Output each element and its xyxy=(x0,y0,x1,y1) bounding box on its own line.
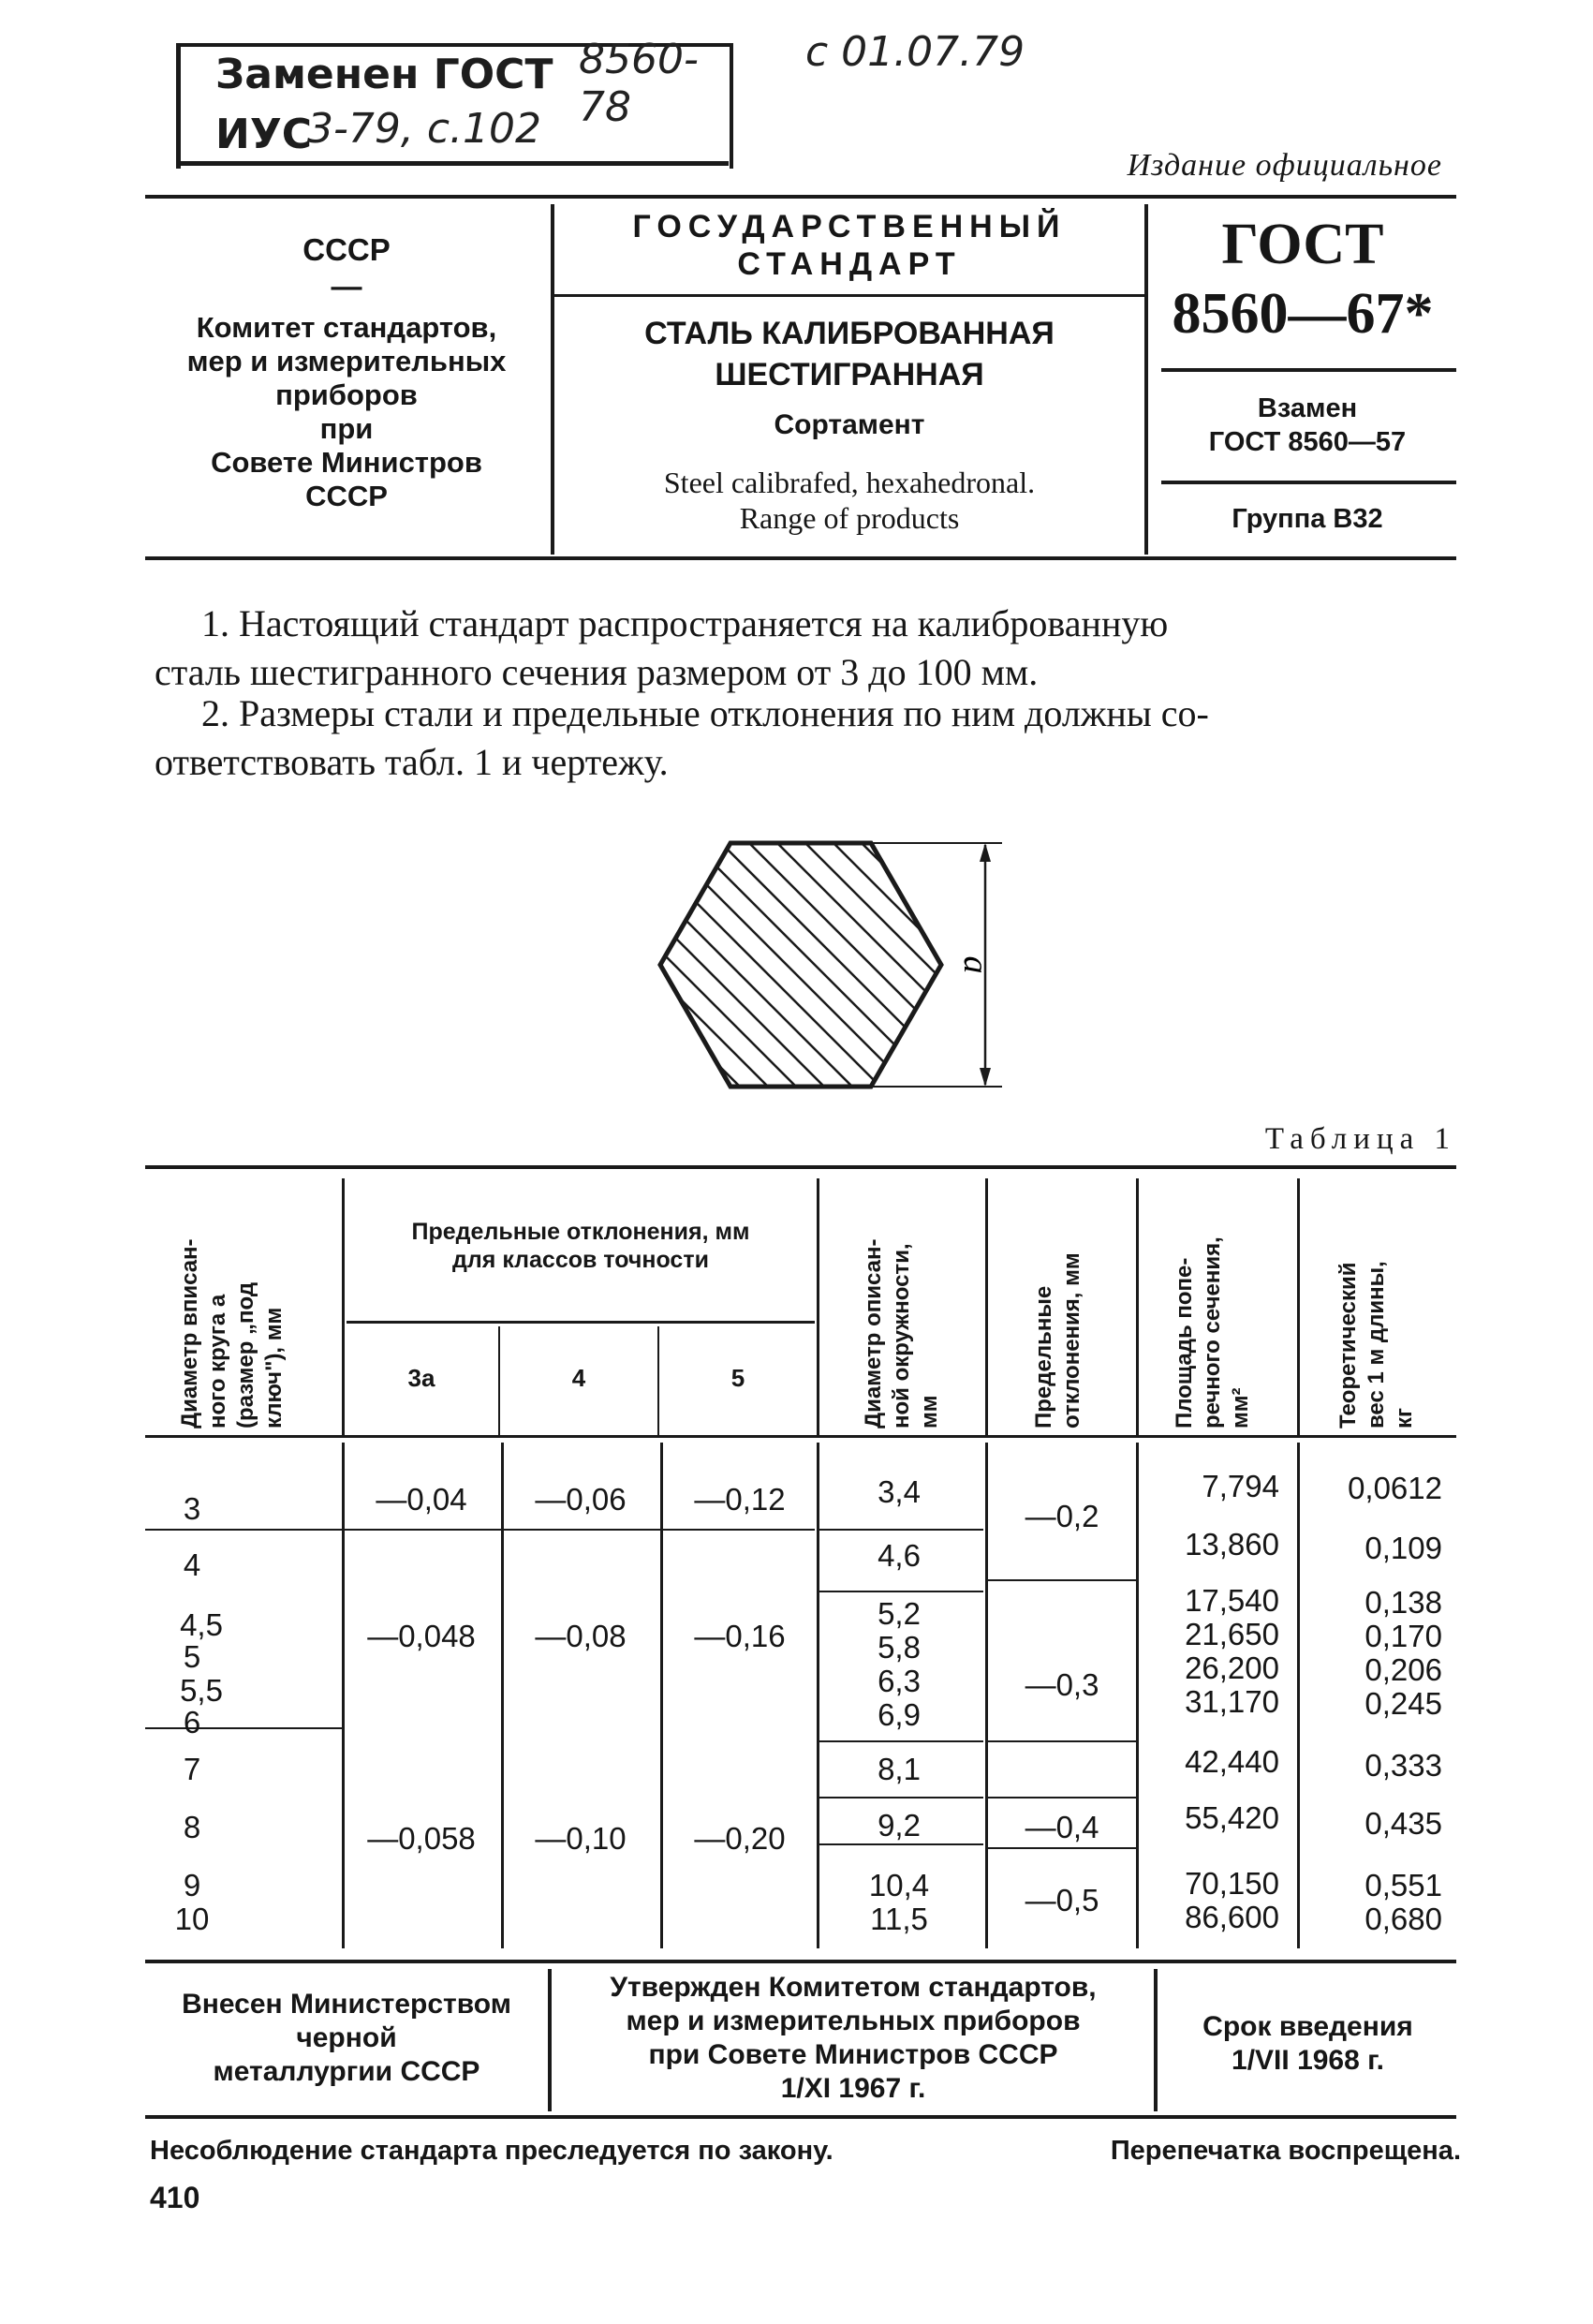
introduced-by xyxy=(150,1988,543,2089)
notice-reprint: Перепечатка воспрещена. xyxy=(1110,2136,1461,2166)
english-line: Steel calibrafed, hexahedronal. xyxy=(663,466,1036,499)
weight-cell: 0,206 xyxy=(1364,1652,1442,1687)
replaces-line: ГОСТ 8560—57 xyxy=(1208,427,1407,457)
dimension-label: a xyxy=(956,955,996,974)
stamp-line1-printed: Заменен ГОСТ xyxy=(215,51,553,98)
weight-cell: 0,0612 xyxy=(1348,1471,1442,1505)
size-cell: 4,5 xyxy=(180,1607,223,1642)
header-inscribed-diameter xyxy=(176,1185,288,1428)
weight-cell: 0,245 xyxy=(1364,1686,1442,1721)
weight-cell: 0,170 xyxy=(1364,1619,1442,1653)
row-divider xyxy=(988,1740,1136,1742)
col-divider xyxy=(817,1178,819,1435)
footer-line: при Совете Министров СССР xyxy=(648,2039,1058,2070)
dev-4-cell: —0,08 xyxy=(535,1619,627,1653)
col-divider xyxy=(1297,1178,1300,1435)
replaces-note xyxy=(1158,392,1457,459)
area-cell: 7,794 xyxy=(1202,1469,1279,1503)
header-subtitle: Сортамент xyxy=(774,409,925,440)
circ-dev-cell: —0,5 xyxy=(1025,1883,1099,1917)
header-weight xyxy=(1335,1185,1419,1428)
row-divider xyxy=(819,1529,983,1531)
paragraph-line: 2. Размеры стали и предельные отклонения по ним должны со- xyxy=(201,692,1209,734)
dev-3a-cell: —0,058 xyxy=(367,1821,476,1856)
circ-diam-cell: 6,9 xyxy=(878,1697,921,1732)
dev-4-cell: —0,06 xyxy=(535,1482,627,1517)
row-divider xyxy=(819,1797,983,1799)
footer-divider xyxy=(1154,1969,1158,2111)
footer-line: черной xyxy=(296,2022,397,2053)
dev-3a-cell: —0,048 xyxy=(367,1619,476,1653)
stamp-date-handwritten: с 01.07.79 xyxy=(805,28,1025,76)
header-line: ключ"), мм xyxy=(261,1307,287,1428)
committee-line: мер и измерительных xyxy=(186,345,507,377)
header-right-rule1 xyxy=(1161,368,1456,372)
row-divider xyxy=(988,1797,1136,1799)
header-line: речного сечения, xyxy=(1200,1236,1225,1428)
stamp-line1-handwritten: 8560-78 xyxy=(579,36,699,131)
header-top-rule xyxy=(145,195,1456,199)
paragraph-2 xyxy=(155,689,1456,787)
header-line: вес 1 м длины, xyxy=(1364,1261,1389,1428)
col-divider xyxy=(1297,1443,1300,1948)
stamp-line2-handwritten: 3-79, с.102 xyxy=(307,105,541,153)
row-divider xyxy=(819,1740,983,1742)
header-line: Площадь попе- xyxy=(1172,1257,1197,1428)
col-divider xyxy=(985,1178,988,1435)
area-cell: 26,200 xyxy=(1185,1650,1279,1685)
circ-diam-cell: 9,2 xyxy=(878,1808,921,1843)
circ-diam-cell: 4,6 xyxy=(878,1538,921,1573)
name-line: СТАЛЬ КАЛИБРОВАННАЯ xyxy=(644,316,1055,351)
size-cell: 9 xyxy=(183,1868,201,1902)
header-committee xyxy=(150,311,543,513)
footer-line: мер и измерительных приборов xyxy=(626,2006,1081,2036)
stamp-underline xyxy=(176,161,729,166)
header-line: ного круга a xyxy=(205,1294,230,1428)
header-line: отклонения, мм xyxy=(1059,1252,1084,1428)
hexagon-drawing xyxy=(656,824,1030,1105)
circ-dev-cell: —0,3 xyxy=(1025,1667,1099,1702)
header-line: (размер „под xyxy=(233,1281,258,1428)
size-cell: 5 xyxy=(183,1639,201,1674)
header-line: Диаметр описан- xyxy=(861,1238,886,1428)
weight-cell: 0,435 xyxy=(1364,1806,1442,1841)
weight-cell: 0,138 xyxy=(1364,1585,1442,1620)
paragraph-line: 1. Настоящий стандарт распространяется на калиброванную xyxy=(201,602,1169,644)
footer-bottom-rule xyxy=(145,2115,1456,2119)
area-cell: 21,650 xyxy=(1185,1617,1279,1651)
row-divider xyxy=(988,1579,1136,1581)
table-bottom-rule xyxy=(145,1960,1456,1963)
replacement-stamp xyxy=(176,34,738,172)
header-line: кг xyxy=(1392,1407,1417,1428)
area-cell: 86,600 xyxy=(1185,1900,1279,1934)
footer-line: металлургии СССР xyxy=(213,2056,480,2087)
header-line: ной окружности, xyxy=(889,1243,914,1428)
circ-diam-cell: 10,4 xyxy=(868,1868,930,1902)
size-cell: 4 xyxy=(183,1547,201,1582)
area-cell: 70,150 xyxy=(1185,1866,1279,1901)
committee-line: СССР xyxy=(305,480,388,512)
edition-label: Издание официальное xyxy=(1127,148,1442,183)
header-dash: — xyxy=(331,269,362,303)
header-line: мм xyxy=(917,1395,942,1428)
circ-diam-cell: 8,1 xyxy=(878,1752,921,1786)
size-cell: 5,5 xyxy=(180,1673,223,1708)
gost-number: 8560—67* xyxy=(1172,282,1434,346)
header-line: для классов точности xyxy=(452,1247,709,1273)
circ-diam-cell: 3,4 xyxy=(878,1474,921,1509)
circ-dev-cell: —0,2 xyxy=(1025,1499,1099,1533)
effective-date xyxy=(1159,2010,1456,2078)
title-line: СТАНДАРТ xyxy=(737,246,962,282)
header-steel-name xyxy=(554,313,1144,395)
arrow-bottom xyxy=(980,1068,991,1087)
header-line: мм² xyxy=(1228,1387,1253,1428)
footer-line: 1/XI 1967 г. xyxy=(780,2073,926,2104)
header-right-rule2 xyxy=(1161,481,1456,484)
header-tolerance-group xyxy=(345,1218,817,1274)
header-english-title xyxy=(554,465,1144,536)
weight-cell: 0,551 xyxy=(1364,1868,1442,1902)
col-divider xyxy=(817,1443,819,1948)
stamp-line2-printed: ИУС xyxy=(215,111,313,158)
dev-4-cell: —0,10 xyxy=(535,1821,627,1856)
paragraph-line: сталь шестигранного сечения размером от 3 до 100 мм. xyxy=(155,651,1039,693)
area-cell: 17,540 xyxy=(1185,1583,1279,1618)
header-area xyxy=(1171,1185,1255,1428)
header-class-4: 4 xyxy=(571,1364,586,1392)
size-cell: 10 xyxy=(174,1902,210,1936)
english-line: Range of products xyxy=(739,501,960,535)
footer-line: 1/VII 1968 г. xyxy=(1232,2045,1384,2076)
area-cell: 31,170 xyxy=(1185,1684,1279,1719)
dev-5-cell: —0,20 xyxy=(694,1821,786,1856)
size-cell: 8 xyxy=(183,1810,201,1844)
weight-cell: 0,680 xyxy=(1364,1902,1442,1936)
footer-line: Внесен Министерством xyxy=(182,1989,511,2020)
dev-3a-cell: —0,04 xyxy=(376,1482,467,1517)
row-divider xyxy=(145,1529,815,1531)
area-cell: 42,440 xyxy=(1185,1744,1279,1779)
committee-line: Совете Министров xyxy=(211,446,482,479)
approved-by xyxy=(553,1971,1154,2106)
header-line: Теоретический xyxy=(1335,1262,1361,1428)
title-line: ГОСУДАРСТВЕННЫЙ xyxy=(632,209,1067,244)
header-circ-deviation xyxy=(1030,1185,1086,1428)
col-divider xyxy=(1136,1178,1139,1435)
size-cell: 7 xyxy=(183,1752,201,1786)
header-line: Диаметр вписан- xyxy=(177,1238,202,1428)
gost-label: ГОСТ xyxy=(1221,213,1384,276)
circ-diam-cell: 5,2 xyxy=(878,1596,921,1631)
committee-line: Комитет стандартов, xyxy=(196,311,497,344)
arrow-top xyxy=(980,843,991,862)
page-number: 410 xyxy=(150,2181,200,2214)
row-divider xyxy=(819,1591,983,1592)
header-class-5: 5 xyxy=(730,1364,745,1392)
header-class-3a: 3а xyxy=(407,1364,435,1392)
area-cell: 55,420 xyxy=(1185,1800,1279,1835)
weight-cell: 0,109 xyxy=(1364,1531,1442,1565)
row-divider xyxy=(819,1843,983,1845)
row-divider xyxy=(988,1847,1136,1849)
dev-5-cell: —0,12 xyxy=(694,1482,786,1517)
circ-diam-cell: 6,3 xyxy=(878,1664,921,1698)
committee-line: при xyxy=(319,412,374,445)
replaces-line: Взамен xyxy=(1257,393,1358,423)
header-circumscribed-diameter xyxy=(860,1185,944,1428)
weight-cell: 0,333 xyxy=(1364,1748,1442,1783)
size-cell: 6 xyxy=(183,1705,201,1739)
name-line: ШЕСТИГРАННАЯ xyxy=(715,357,984,392)
table-top-rule xyxy=(145,1165,1456,1169)
header-country: СССР xyxy=(302,232,391,267)
header-bottom-rule xyxy=(145,556,1456,560)
header-state-standard xyxy=(554,208,1144,283)
table-header-rule xyxy=(145,1435,1456,1438)
col-divider xyxy=(342,1443,345,1948)
circ-dev-cell: —0,4 xyxy=(1025,1810,1099,1844)
footer-divider xyxy=(548,1969,552,2111)
notice-law: Несоблюдение стандарта преследуется по закону. xyxy=(150,2136,833,2166)
dev-5-cell: —0,16 xyxy=(694,1619,786,1653)
area-cell: 13,860 xyxy=(1185,1527,1279,1562)
header-center-rule xyxy=(554,294,1144,297)
circ-diam-cell: 11,5 xyxy=(870,1902,928,1936)
size-cell: 3 xyxy=(183,1491,201,1526)
committee-line: приборов xyxy=(275,378,418,411)
circ-diam-cell: 5,8 xyxy=(878,1630,921,1665)
header-line: Предельные xyxy=(1031,1285,1056,1428)
col-divider xyxy=(501,1443,504,1948)
paragraph-line: ответствовать табл. 1 и чертежу. xyxy=(155,741,669,783)
col-divider xyxy=(660,1443,663,1948)
group-header-rule xyxy=(347,1321,815,1324)
header-line: Предельные отклонения, мм xyxy=(411,1219,750,1245)
group-code: Группа В32 xyxy=(1232,504,1383,534)
paragraph-1 xyxy=(155,600,1456,697)
footer-line: Утвержден Комитетом стандартов, xyxy=(610,1972,1097,2003)
footer-line: Срок введения xyxy=(1202,2011,1413,2042)
table-caption: Таблица 1 xyxy=(1264,1122,1456,1156)
